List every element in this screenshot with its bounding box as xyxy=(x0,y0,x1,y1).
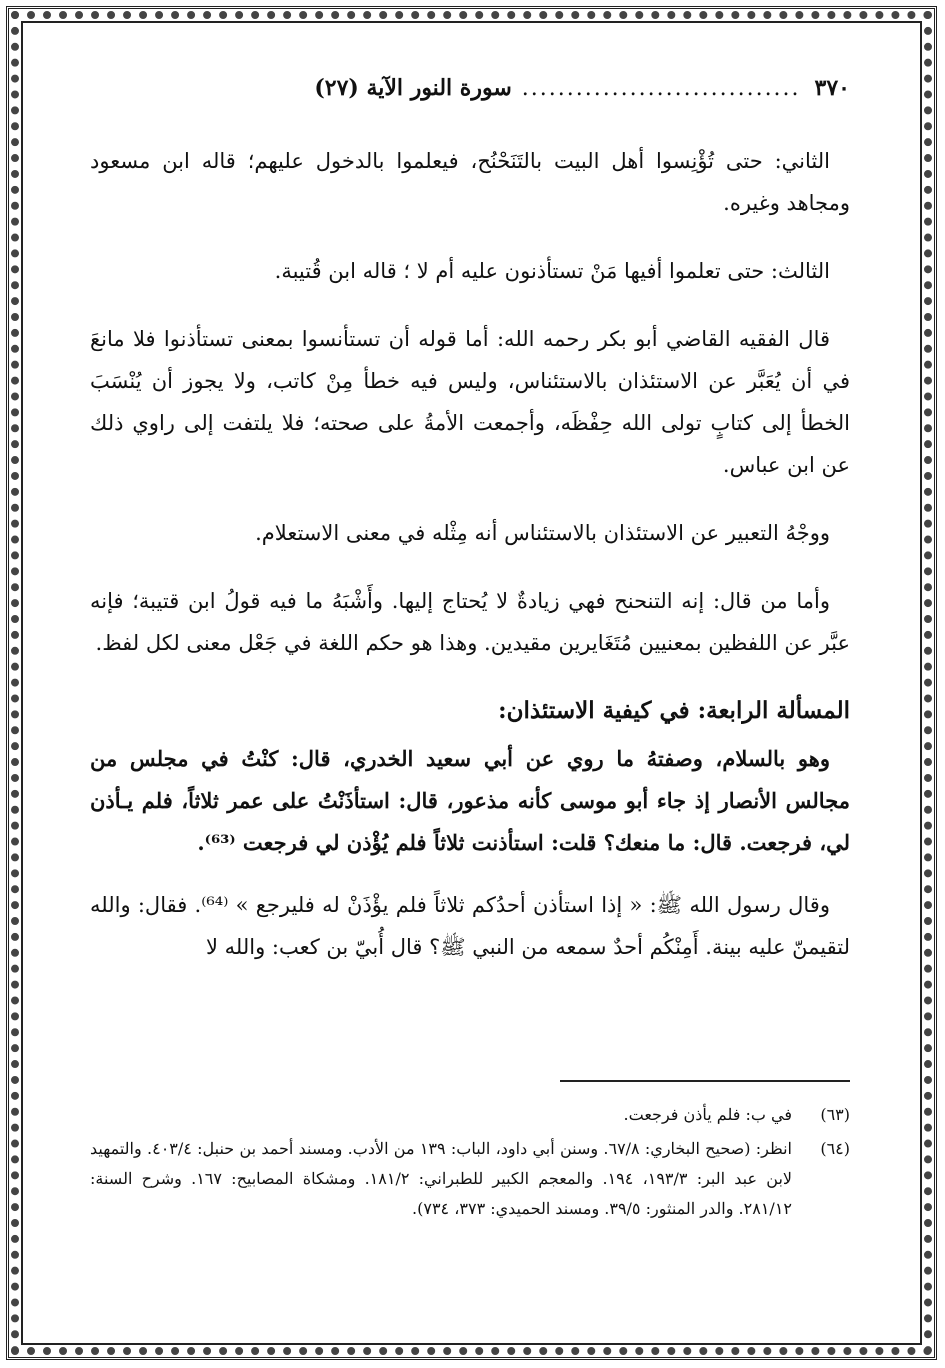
footnote-63 xyxy=(90,1100,850,1130)
running-header xyxy=(90,68,850,108)
footnote-number: (٦٣) xyxy=(820,1105,850,1124)
footnote-divider xyxy=(560,1080,850,1082)
footnote-text: في ب: فلم يأذن فرجعت. xyxy=(623,1105,792,1124)
footnote-number: (٦٤) xyxy=(820,1139,850,1158)
paragraph-judge-opinion: قال الفقيه القاضي أبو بكر رحمه الله: أما قوله أن تستأنسوا بمعنى تستأذنوا فلا مانعَ في أن يُعَبَّر عن الاستئذان بالاستئناس، وليس فيه خطأ مِنْ كاتب، ولا يجوز أن يُنْسَبَ الخطأ إلى كتابٍ تولى الله حِفْظَه، وأجمعت الأمةُ على صحته؛ فلا يلتفت إلى راوي ذلك عن ابن عباس. xyxy=(90,327,850,477)
section-heading: المسألة الرابعة: في كيفية الاستئذان: xyxy=(498,697,850,724)
paragraph-tanahnuh: وأما من قال: إنه التنحنح فهي زيادةٌ لا يُحتاج إليها. وأَشْبَهُ ما فيه قولُ ابن قتيبة؛ فإنه عبَّر عن اللفظين بمعنيين مُتَغَايرين مقيدين. وهذا هو حكم اللغة في جَعْل معنى لكل لفظ. xyxy=(90,589,850,655)
header-leader-dots: ............................... xyxy=(521,75,801,101)
footnotes xyxy=(90,1100,850,1228)
header-title: سورة النور الآية (٢٧) xyxy=(314,75,512,101)
document-page xyxy=(90,60,850,1300)
page-body xyxy=(90,140,850,994)
footnote-64 xyxy=(90,1134,850,1224)
paragraph-expression: ووجْهُ التعبير عن الاستئذان بالاستئناس أنه مِثْله في معنى الاستعلام. xyxy=(255,521,830,545)
footnote-text: انظر: (صحيح البخاري: ٦٧/٨. وسنن أبي داود، الباب: ١٣٩ من الأدب. ومسند أحمد بن حنبل: ٤٠٣/٤. والتمهيد لابن عبد البر: ١٩٣/٣، ١٩٤. والمعجم الكبير للطبراني: ١٨١/٢. ومشكاة المصابيح: ١٦٧. وشرح السنة: ٢٨١/١٢. والدر المنثور: ٣٩/٥. ومسند الحميدي: ٣٧٣، ٧٣٤). xyxy=(90,1139,793,1218)
paragraph-hadith-prophet: وقال رسول الله ﷺ: « إذا استأذن أحدُكم ثلاثاً فلم يؤْذَنْ له فليرجع » ⁽⁶⁴⁾. فقال: والله لتقيمنّ عليه بينة. أَمِنْكُم أحدٌ سمعه من النبي ﷺ؟ قال أُبيّ بن كعب: والله لا xyxy=(90,893,850,959)
paragraph-hadith-abu-saeed: وهو بالسلام، وصفتهُ ما روي عن أبي سعيد الخدري، قال: كنْتُ في مجلس من مجالس الأنصار إذ جاء أبو موسى كأنه مذعور، قال: استأذَنْتُ على عمر ثلاثاً، فلم يـأذن لي، فرجعت. قال: ما منعك؟ قلت: استأذنت ثلاثاً فلم يُؤْذن لي فرجعت ⁽⁶³⁾. xyxy=(90,746,850,855)
page-number: ٣٧٠ xyxy=(814,75,850,101)
paragraph-second-view: الثاني: حتى تُؤْنِسوا أهل البيت بالتَنَحْنُح، فيعلموا بالدخول عليهم؛ قاله ابن مسعود ومجاهد وغيره. xyxy=(90,149,850,215)
paragraph-third-view: الثالث: حتى تعلموا أفيها مَنْ تستأذنون عليه أم لا ؛ قاله ابن قُتيبة. xyxy=(274,259,830,283)
